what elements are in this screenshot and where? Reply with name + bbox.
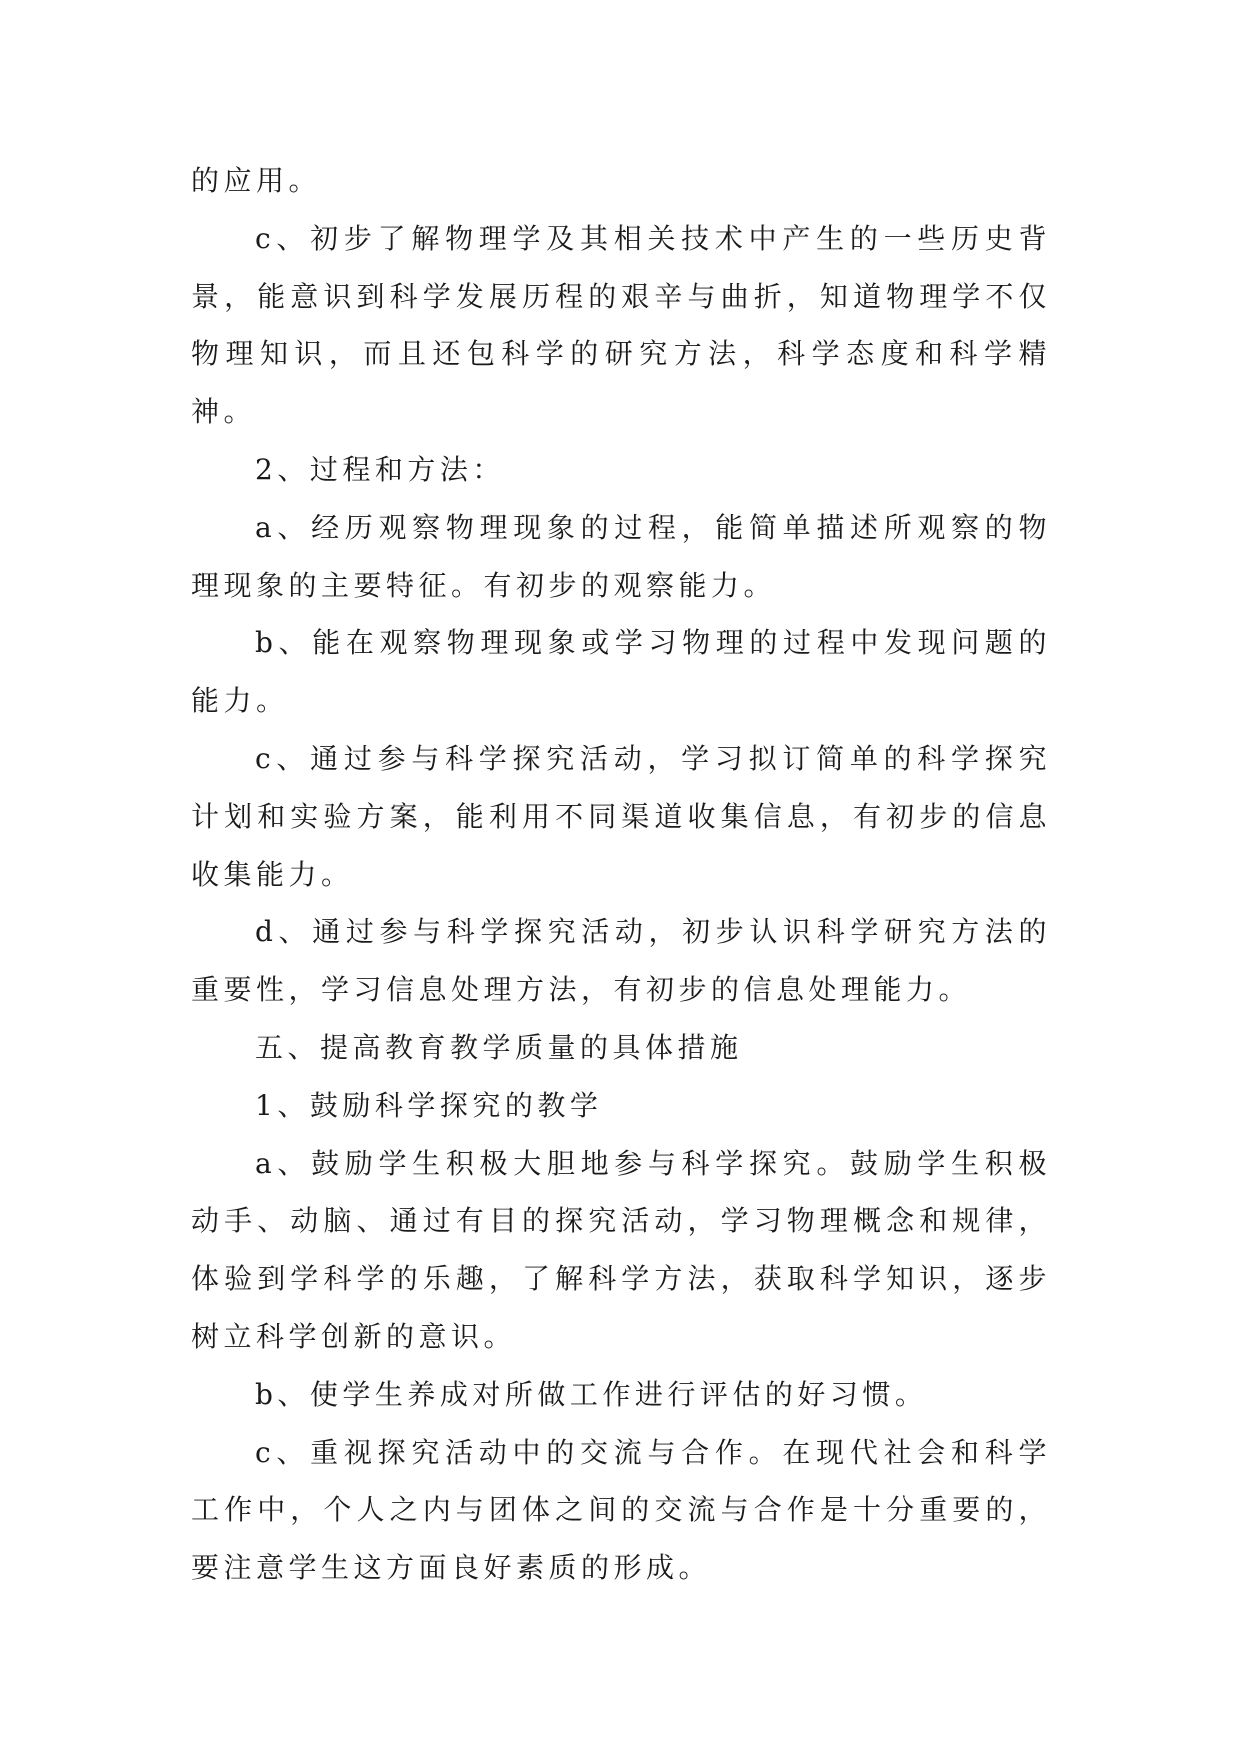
paragraph: a、经历观察物理现象的过程，能简单描述所观察的物理现象的主要特征。有初步的观察能力。	[191, 510, 1051, 602]
paragraph: 的应用。	[191, 164, 322, 197]
paragraph: d、通过参与科学探究活动，初步认识科学研究方法的重要性，学习信息处理方法，有初步的信息处理能力。	[191, 915, 1051, 1007]
paragraph: b、使学生养成对所做工作进行评估的好习惯。	[255, 1377, 928, 1411]
paragraph: b、能在观察物理现象或学习物理的过程中发现问题的能力。	[191, 626, 1051, 718]
paragraph: c、通过参与科学探究活动，学习拟订简单的科学探究计划和实验方案，能利用不同渠道收集信息，有初步的信息收集能力。	[191, 741, 1051, 891]
section-heading: 1、鼓励科学探究的教学	[255, 1088, 603, 1122]
paragraph: c、初步了解物理学及其相关技术中产生的一些历史背景，能意识到科学发展历程的艰辛与曲折，知道物理学不仅物理知识，而且还包科学的研究方法，科学态度和科学精神。	[191, 221, 1051, 429]
document-body	[191, 152, 1051, 1597]
paragraph: a、鼓励学生积极大胆地参与科学探究。鼓励学生积极动手、动脑、通过有目的探究活动，学习物理概念和规律，体验到学科学的乐趣，了解科学方法，获取科学知识，逐步树立科学创新的意识。	[191, 1146, 1051, 1353]
section-heading: 2、过程和方法：	[255, 452, 505, 486]
paragraph: c、重视探究活动中的交流与合作。在现代社会和科学工作中，个人之内与团体之间的交流与合作是十分重要的，要注意学生这方面良好素质的形成。	[191, 1435, 1051, 1585]
section-heading: 五、提高教育教学质量的具体措施	[255, 1030, 743, 1064]
